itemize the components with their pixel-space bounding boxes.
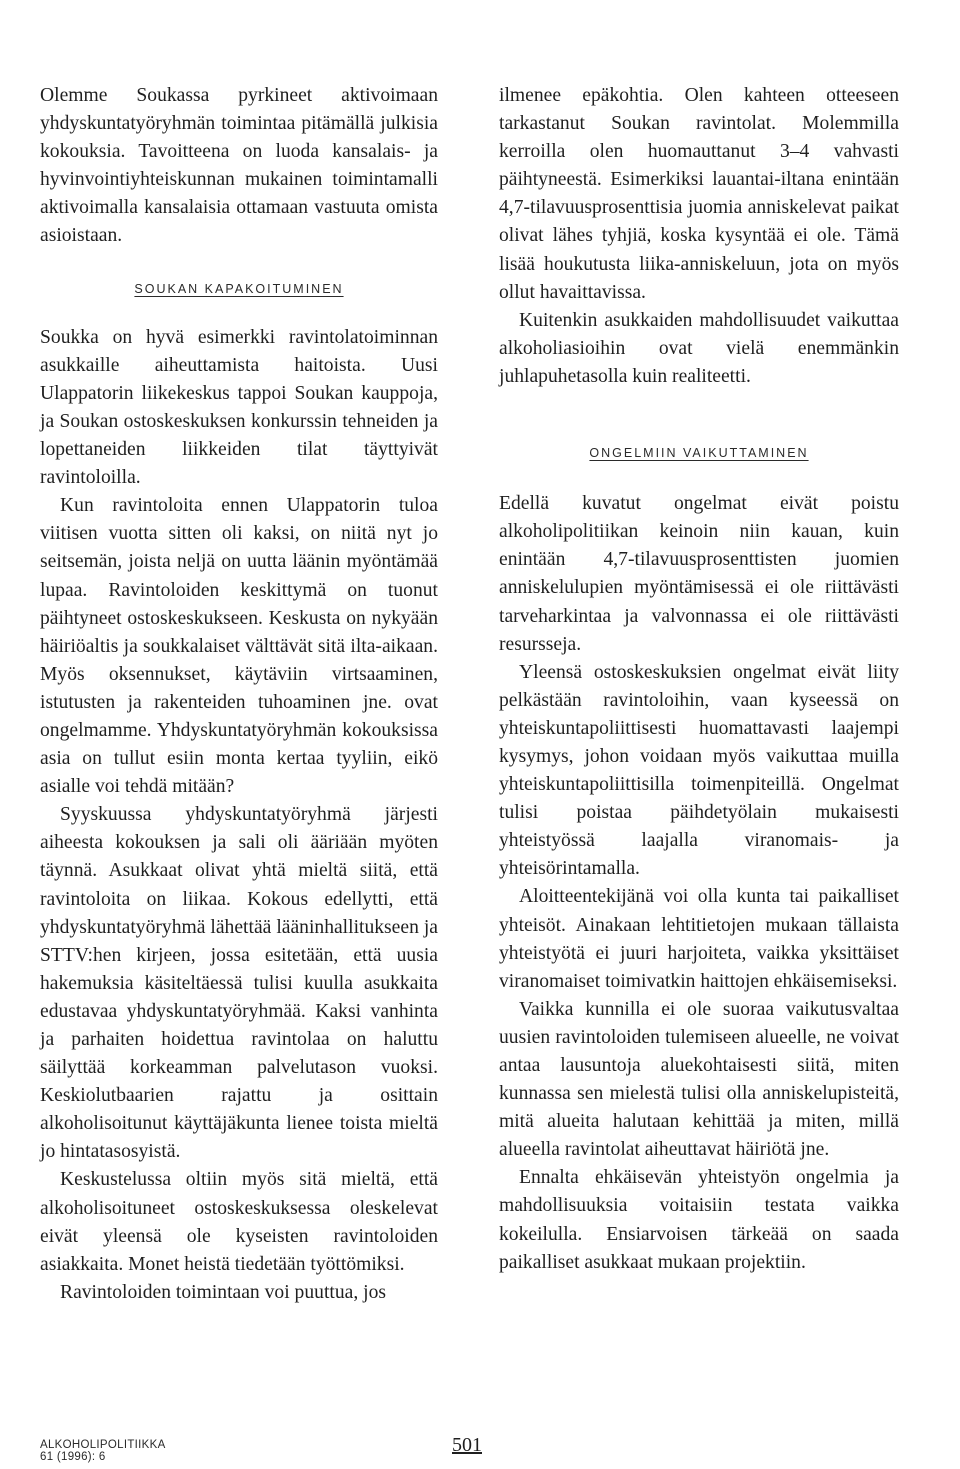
paragraph: Keskustelussa oltiin myös sitä mieltä, että alkoholisoituneet ostoskeskuksessa oleskelevat eivät yleensä ole kyseisten ravintoloiden asiakkaita. Monet heistä tiedetään työttömiksi. xyxy=(40,1169,438,1275)
paragraph: Aloitteentekijänä voi olla kunta tai paikalliset yhteisöt. Ainakaan lehtitietojen mukaan tällaista yhteistyötä ei juuri harjoiteta, vaikka yksittäiset viranomaiset toimivatkin haittojen ehkäisemiseksi. xyxy=(499,886,899,992)
journal-footer xyxy=(40,1439,166,1463)
section-heading-text: ONGELMIIN VAIKUTTAMINEN xyxy=(589,446,809,461)
journal-issue: 61 (1996): 6 xyxy=(40,1451,106,1463)
paragraph: Soukka on hyvä esimerkki ravintolatoiminnan asukkaille aiheuttamista haitoista. Uusi Ulappatorin liikekeskus tappoi Soukan kauppoja, ja Soukan ostoskeskuksen konkurssin tehneiden ja lopettaneiden liikkeiden tilat täyttyivät ravintoloilla. xyxy=(40,326,438,489)
paragraph: Kun ravintoloita ennen Ulappatorin tuloa viitisen vuotta sitten oli kaksi, on niitä nyt jo seitsemän, joista neljä on uutta läänin myöntämää lupaa. Ravintoloiden keskittymä on tuonut päihtyneet ostoskeskukseen. Keskusta on nykyään häiriöaltis ja soukkalaiset välttävät sitä ilta-aikaan. Myös oksennukset, käytäviin virtsaaminen, istutusten ja rakenteiden tuhoaminen jne. ovat ongelmamme. Yhdyskuntatyöryhmän kokouksissa asia on tullut esiin monta kertaa tyyliin, eikö asialle voi tehdä mitään? xyxy=(40,495,438,798)
left-column xyxy=(40,82,438,1307)
paragraph: Kuitenkin asukkaiden mahdollisuudet vaikuttaa alkoholiasioihin ovat vielä enemmänkin juhlapuhetasolla kuin realiteetti. xyxy=(499,309,899,387)
paragraph: Olemme Soukassa pyrkineet aktivoimaan yhdyskuntatyöryhmän toimintaa pitämällä julkisia kokouksia. Tavoitteena on luoda kansalais- ja hyvinvointiyhteiskunnan mukainen toimintamalli aktivoimalla kansalaisia ottamaan vastuuta omista asioistaan. xyxy=(40,85,438,247)
section-heading-text: SOUKAN KAPAKOITUMINEN xyxy=(134,281,344,296)
paragraph: Syyskuussa yhdyskuntatyöryhmä järjesti aiheesta kokouksen ja sali oli ääriään myöten täynnä. Asukkaat olivat yhtä mieltä siitä, että ravintoloita on liikaa. Kokous edellytti, että yhdyskuntatyöryhmä lähettää lääninhallitukseen ja STTV:hen kirjeen, jossa esitetään, että uusia hakemuksia käsiteltäessä tulisi kuulla asukkaita edustavaa yhdyskuntatyöryhmää. Kaksi vanhinta ja parhaiten hoidettua ravintolaa on haluttu säilyttää korkeamman palvelutason vuoksi. Keskiolutbaarien rajattu ja osittain alkoholisoitunut käyttäjäkunta lienee toista mieltä jo hintatasosyistä. xyxy=(40,804,438,1163)
section-heading xyxy=(40,275,438,303)
section-heading xyxy=(499,439,899,467)
paragraph: Ennalta ehkäisevän yhteistyön ongelmia ja mahdollisuuksia voitaisiin testata vaikka kokeilulla. Ensiarvoisen tärkeää on saada paikalliset asukkaat mukaan projektiin. xyxy=(499,1167,899,1273)
page-number: 501 xyxy=(452,1434,482,1456)
paragraph: ilmenee epäkohtia. Olen kahteen otteeseen tarkastanut Soukan ravintolat. Molemmilla kerroilla olen huomauttanut 3–4 vahvasti päihtyneestä. Esimerkiksi lauantai-iltana enintään 4,7-tilavuusprosenttisia juomia anniskelevat paikat olivat lähes tyhjiä, koska kysyntää ei ole. Tämä lisää houkutusta liika-anniskeluun, jota on myös ollut havaittavissa. xyxy=(499,85,899,303)
paragraph: Edellä kuvatut ongelmat eivät poistu alkoholipolitiikan keinoin niin kauan, kuin enintään 4,7-tilavuusprosenttisten juomien anniskelulupien myöntämisessä ei ole riittävästi tarveharkintaa ja valvonnassa ei ole riittävästi resursseja. xyxy=(499,493,899,655)
right-column xyxy=(499,82,899,1277)
paragraph: Vaikka kunnilla ei ole suoraa vaikutusvaltaa uusien ravintoloiden tulemiseen alueelle, ne voivat antaa lausuntoja aluekohtaisesti siitä, miten kunnassa sen mielestä tulisi olla anniskelupisteitä, mitä alueita halutaan kehittää ja miten, millä alueella ravintolat aiheuttavat häiriötä jne. xyxy=(499,998,899,1161)
paragraph: Ravintoloiden toimintaan voi puuttua, jos xyxy=(60,1281,386,1303)
paragraph: Yleensä ostoskeskuksien ongelmat eivät liity pelkästään ravintoloihin, vaan kyseessä on yhteiskuntapoliittisesti huomattavasti laajempi kysymys, johon voidaan myös vaikuttaa muilla yhteiskuntapoliittisilla toimenpiteillä. Ongelmat tulisi poistaa päihdetyölain mukaisesti yhteistyössä laajalla viranomais- ja yhteisörintamalla. xyxy=(499,661,899,880)
journal-name: ALKOHOLIPOLITIIKKA xyxy=(40,1439,166,1451)
